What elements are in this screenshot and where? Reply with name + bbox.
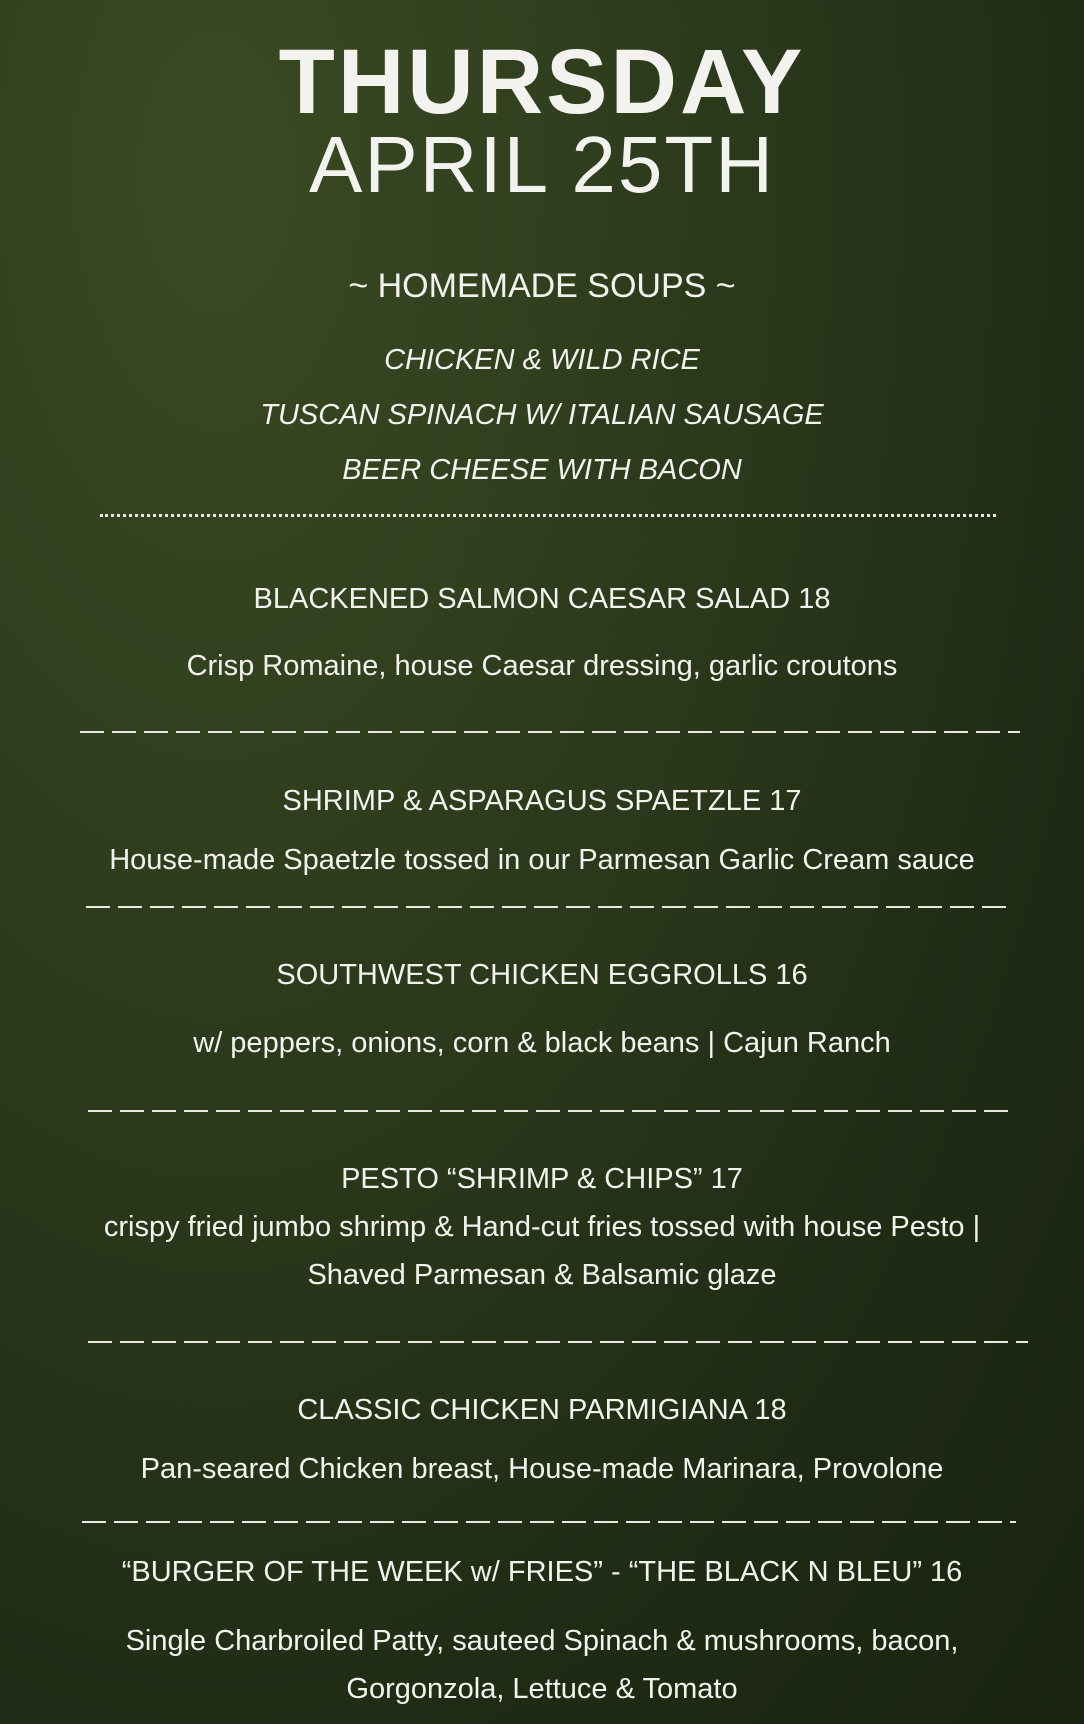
special-description: House-made Spaetzle tossed in our Parmesan Garlic Cream sauce <box>109 844 975 876</box>
special-title: “BURGER OF THE WEEK w/ FRIES” - “THE BLACK N BLEU” 16 <box>121 1556 963 1588</box>
special-title: BLACKENED SALMON CAESAR SALAD 18 <box>253 583 831 615</box>
special-description: Shaved Parmesan & Balsamic glaze <box>307 1259 777 1291</box>
special-title: SOUTHWEST CHICKEN EGGROLLS 16 <box>276 959 808 991</box>
soup-item: TUSCAN SPINACH W/ ITALIAN SAUSAGE <box>260 399 824 431</box>
special-title: SHRIMP & ASPARAGUS SPAETZLE 17 <box>282 785 802 817</box>
special-description: Crisp Romaine, house Caesar dressing, garlic croutons <box>186 650 898 682</box>
special-description: crispy fried jumbo shrimp & Hand-cut fries tossed with house Pesto | <box>103 1211 981 1243</box>
dashed-divider <box>80 731 1020 733</box>
special-description: Gorgonzola, Lettuce & Tomato <box>346 1673 738 1705</box>
soups-heading: ~ HOMEMADE SOUPS ~ <box>348 267 736 305</box>
date-heading: APRIL 25TH <box>308 120 776 209</box>
day-heading: THURSDAY <box>278 31 806 133</box>
soup-item: CHICKEN & WILD RICE <box>384 344 700 376</box>
soup-item: BEER CHEESE WITH BACON <box>342 454 742 486</box>
special-title: CLASSIC CHICKEN PARMIGIANA 18 <box>297 1394 787 1426</box>
special-title: PESTO “SHRIMP & CHIPS” 17 <box>341 1163 743 1195</box>
dotted-divider <box>100 514 996 517</box>
special-description: w/ peppers, onions, corn & black beans | Cajun Ranch <box>193 1027 891 1059</box>
dashed-divider <box>82 1521 1016 1523</box>
dashed-divider <box>88 1110 1008 1112</box>
dashed-divider <box>88 1341 1028 1343</box>
special-description: Single Charbroiled Patty, sauteed Spinach & mushrooms, bacon, <box>125 1625 959 1657</box>
dashed-divider <box>86 906 1010 908</box>
special-description: Pan-seared Chicken breast, House-made Marinara, Provolone <box>140 1453 944 1485</box>
